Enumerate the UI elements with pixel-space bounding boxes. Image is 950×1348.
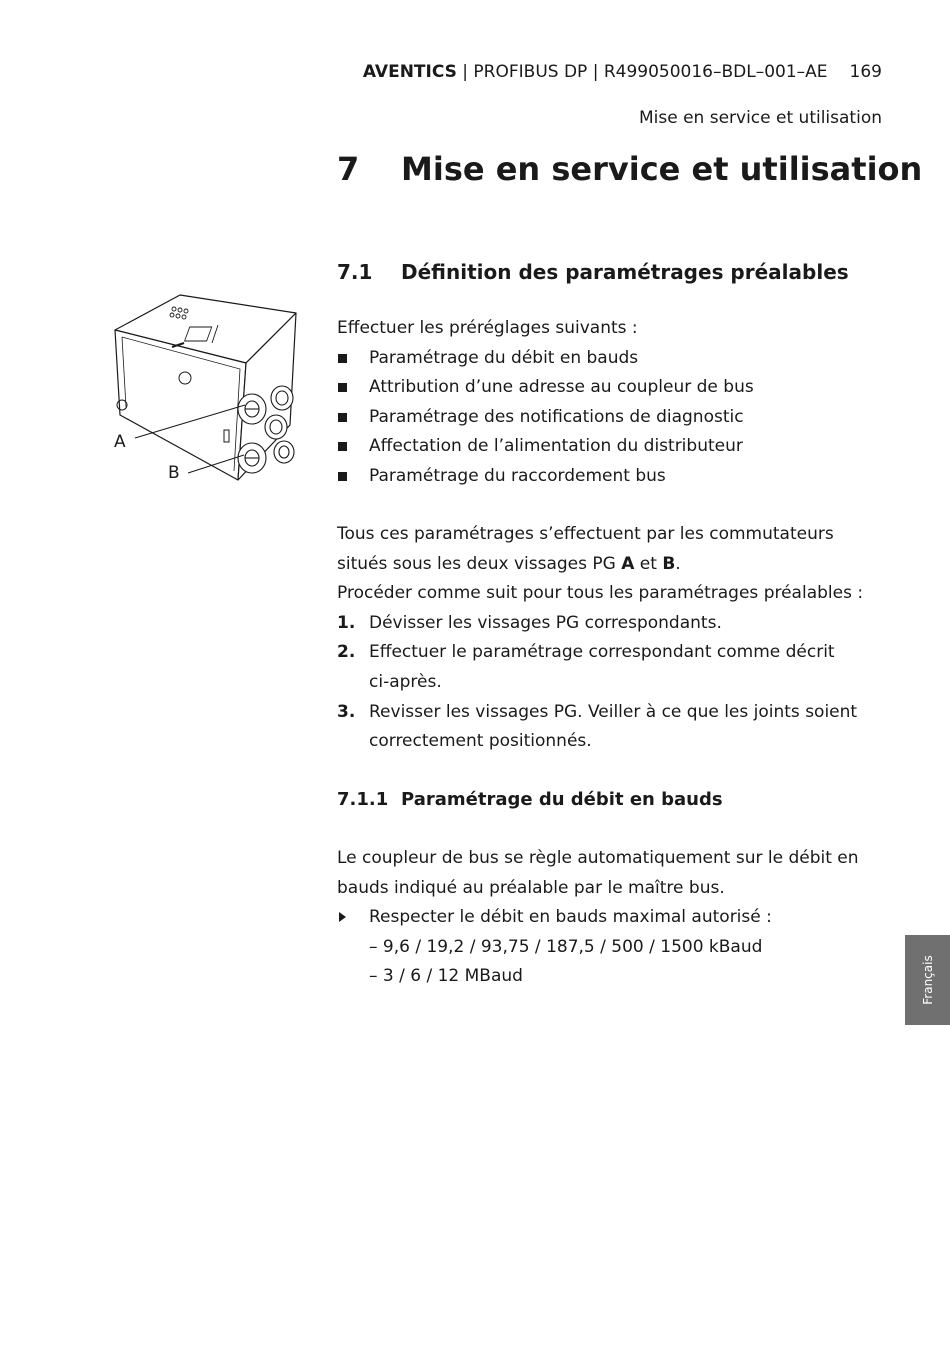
instruction-item [337, 903, 859, 933]
list-item [337, 403, 754, 433]
running-section-title: Mise en service et utilisation [638, 108, 882, 128]
step-text: Dévisser les vissages PG correspondants. [369, 612, 722, 633]
running-header [363, 62, 882, 82]
baud-block [337, 844, 859, 992]
bullet-square-icon [338, 354, 347, 363]
ref-a: A [621, 553, 635, 574]
step-item [337, 609, 863, 639]
ref-b: B [662, 553, 676, 574]
switches-and: et [634, 553, 663, 574]
step-text: ci-après. [369, 671, 442, 692]
step-item-continued [337, 668, 863, 698]
bullet-square-icon [338, 413, 347, 422]
step-text: Effectuer le paramétrage correspondant comme décrit [369, 642, 835, 663]
list-item [337, 432, 754, 462]
language-tab-label: Français [920, 955, 935, 1005]
procedure-intro: Procéder comme suit pour tous les paramétrages préalables : [337, 583, 864, 604]
step-number: 1. [337, 612, 356, 633]
procedure-block [337, 520, 863, 757]
section-heading-7-1 [337, 260, 849, 284]
step-item [337, 698, 863, 728]
section-heading-7-1-1 [337, 789, 723, 810]
bus-coupler-drawing [100, 285, 315, 500]
presettings-intro: Effectuer les préréglages suivants : [337, 318, 638, 338]
figure-label-a: A [114, 432, 126, 452]
step-item-continued [337, 727, 863, 757]
step-text: Revisser les vissages PG. Veiller à ce que les joints soient [369, 701, 858, 722]
list-item-text: Affectation de l’alimentation du distributeur [369, 436, 743, 457]
rates-text: – 3 / 6 / 12 MBaud [369, 966, 523, 987]
bullet-square-icon [338, 442, 347, 451]
baud-rates-kbaud [337, 933, 859, 963]
list-item-text: Paramétrage des notifications de diagnostic [369, 406, 744, 427]
section-number: 7.1.1 [337, 789, 389, 810]
document-id: | PROFIBUS DP | R499050016–BDL–001–AE [456, 62, 828, 82]
switches-text: situés sous les deux vissages PG [337, 553, 622, 574]
switches-line-1: Tous ces paramétrages s’effectuent par les commutateurs [337, 524, 834, 544]
presettings-block [337, 314, 754, 492]
figure-label-b: B [168, 463, 180, 483]
switches-end: . [675, 553, 681, 574]
baud-rates-mbaud [337, 962, 859, 992]
list-item [337, 344, 754, 374]
list-item-text: Attribution d’une adresse au coupleur de bus [369, 377, 754, 398]
step-item [337, 638, 863, 668]
list-item [337, 462, 754, 492]
bullet-square-icon [338, 472, 347, 481]
list-item [337, 373, 754, 403]
chapter-title: Mise en service et utilisation [401, 150, 923, 188]
rates-text: – 9,6 / 19,2 / 93,75 / 187,5 / 500 / 1500 kBaud [369, 936, 763, 957]
page-number: 169 [849, 62, 882, 82]
bullet-square-icon [338, 383, 347, 392]
baud-line-2: bauds indiqué au préalable par le maître bus. [337, 877, 725, 898]
step-text: correctement positionnés. [369, 731, 592, 752]
switches-line-2 [337, 550, 863, 580]
instruction-text: Respecter le débit en bauds maximal autorisé : [369, 907, 772, 928]
language-tab [905, 935, 950, 1025]
chapter-heading [337, 150, 922, 188]
baud-line-1: Le coupleur de bus se règle automatiquement sur le débit en [337, 848, 859, 868]
step-number: 2. [337, 642, 356, 663]
triangle-bullet-icon [339, 912, 346, 922]
bus-coupler-figure [100, 285, 315, 500]
chapter-number: 7 [337, 150, 360, 188]
brand-name: AVENTICS [362, 62, 457, 82]
step-number: 3. [337, 701, 356, 722]
section-title: Définition des paramétrages préalables [401, 260, 849, 284]
section-number: 7.1 [337, 260, 373, 284]
section-title: Paramétrage du débit en bauds [401, 789, 723, 810]
list-item-text: Paramétrage du débit en bauds [369, 347, 639, 368]
list-item-text: Paramétrage du raccordement bus [369, 465, 666, 486]
